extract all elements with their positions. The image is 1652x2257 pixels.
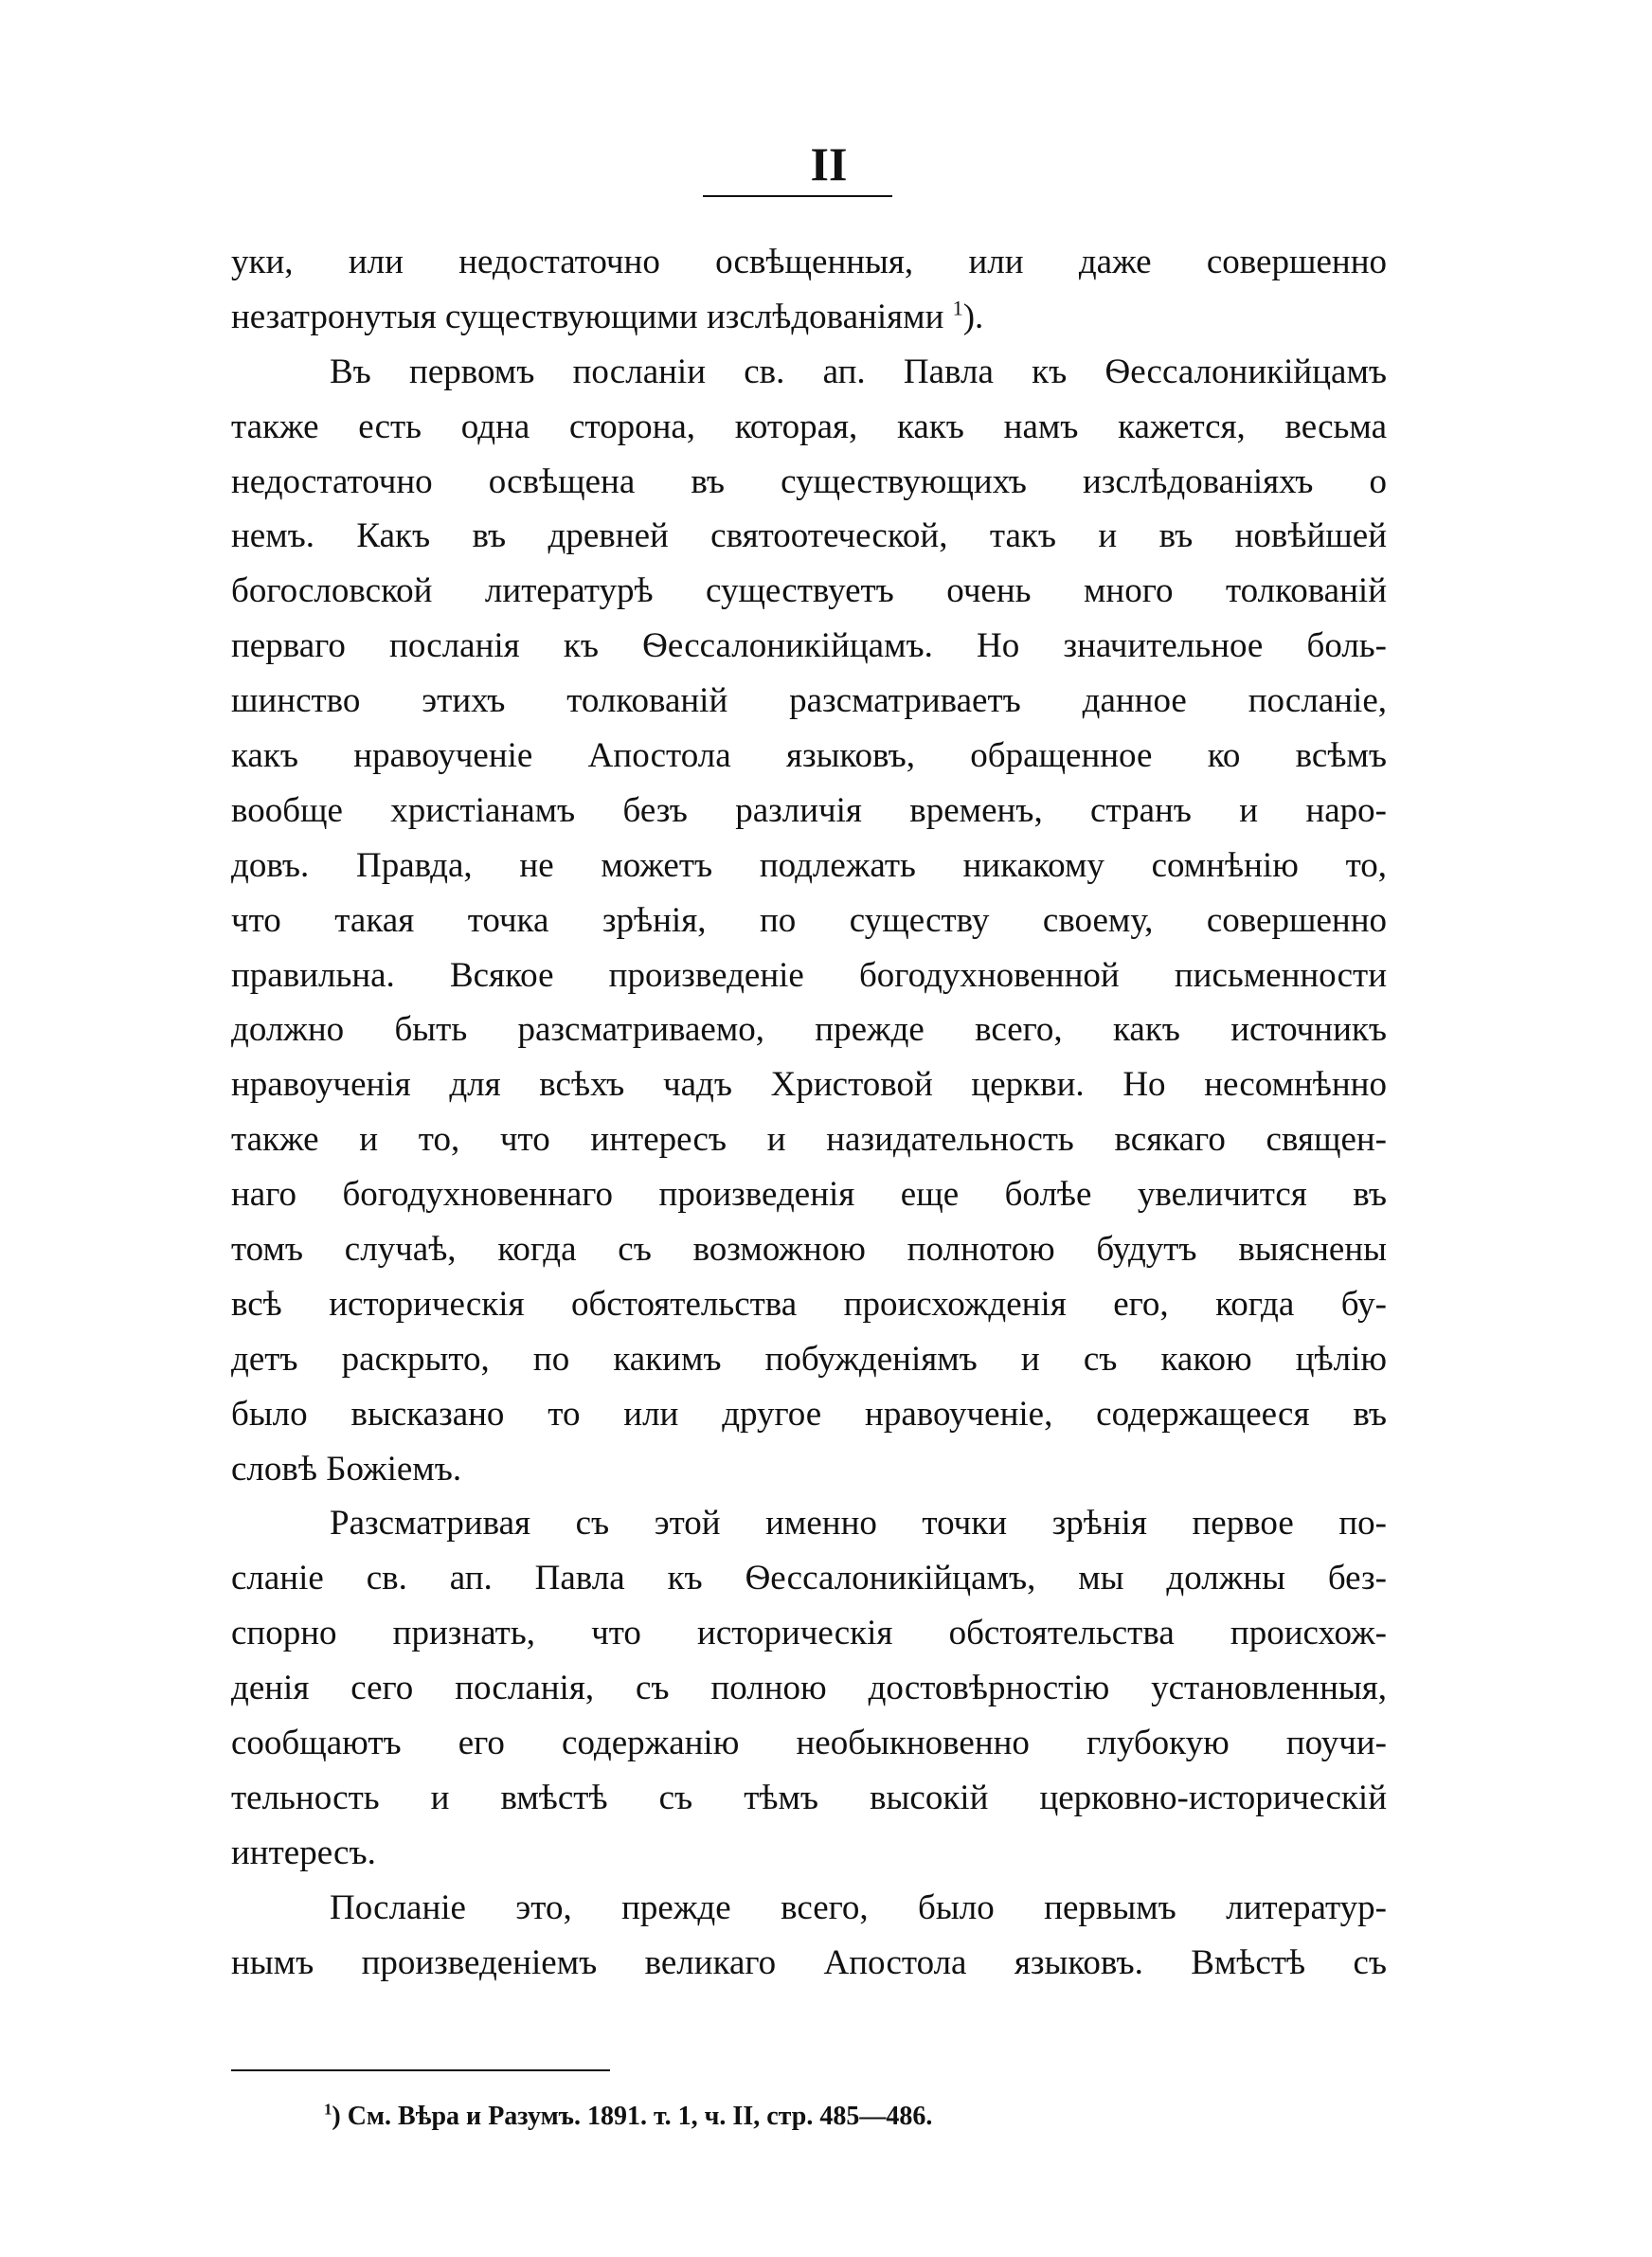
text-line: также есть одна сторона, которая, какъ намъ кажется, весьма [231, 406, 1387, 446]
text-line: всѣ историческія обстоятельства происхожденія его, когда бу- [231, 1284, 1387, 1324]
text-line: перваго посланія къ Ѳессалоникійцамъ. Но значительное боль- [231, 626, 1387, 666]
text-line: немъ. Какъ въ древней святоотеческой, такъ и въ новѣйшей [231, 516, 1387, 556]
text-line: детъ раскрыто, по какимъ побужденіямъ и съ какою цѣлію [231, 1339, 1387, 1379]
text-line: шинство этихъ толкованій разсматриваетъ данное посланіе, [231, 681, 1387, 721]
text-line: наго богодухновеннаго произведенія еще болѣе увеличится въ [231, 1175, 1387, 1215]
footnote-reference-marker: 1 [952, 296, 963, 320]
text-line: правильна. Всякое произведеніе богодухновенной письменности [231, 955, 1387, 995]
footnote-rule [231, 2069, 610, 2071]
text-line: сообщаютъ его содержанію необыкновенно глубокую поучи- [231, 1724, 1387, 1763]
footnote-reference-suffix: ). [962, 297, 984, 336]
text-line: должно быть разсматриваемо, прежде всего, какъ источникъ [231, 1010, 1387, 1050]
text-line: богословской литературѣ существуетъ очень много толкованій [231, 571, 1387, 611]
text-line-paragraph-start: Посланіе это, прежде всего, было первымъ литератур- [330, 1887, 1387, 1927]
text-line-paragraph-start: Въ первомъ посланіи св. ап. Павла къ Ѳессалоникійцамъ [330, 352, 1387, 391]
text-line: было высказано то или другое нравоученіе, содержащееся въ [231, 1394, 1387, 1434]
text-line [231, 290, 1387, 345]
text-line: нравоученія для всѣхъ чадъ Христовой церкви. Но несомнѣнно [231, 1065, 1387, 1105]
text-line: что такая точка зрѣнія, по существу своему, совершенно [231, 900, 1387, 940]
text-line: томъ случаѣ, когда съ возможною полнотою будутъ выяснены [231, 1230, 1387, 1270]
footnote-text: ) См. Вѣра и Разумъ. 1891. т. 1, ч. II, стр. 485—486. [332, 2102, 933, 2131]
text-line: довъ. Правда, не можетъ подлежать никакому сомнѣнію то, [231, 845, 1387, 885]
text-line: вообще христіанамъ безъ различія временъ, странъ и наро- [231, 790, 1387, 830]
text-line: также и то, что интересъ и назидательность всякаго священ- [231, 1120, 1387, 1160]
text-line: денія сего посланія, съ полною достовѣрностію установленныя, [231, 1669, 1387, 1708]
text-line: спорно признать, что историческія обстоятельства происхож- [231, 1614, 1387, 1653]
page-number: II [810, 137, 848, 190]
body-text [231, 235, 1387, 1991]
text-line: какъ нравоученіе Апостола языковъ, обращенное ко всѣмъ [231, 736, 1387, 776]
header-rule [703, 195, 892, 197]
text-line: сланіе св. ап. Павла къ Ѳессалоникійцамъ, мы должны без- [231, 1559, 1387, 1598]
text-line-paragraph-start: Разсматривая съ этой именно точки зрѣнія первое по- [330, 1504, 1387, 1544]
text-line: недостаточно освѣщена въ существующихъ изслѣдованіяхъ о [231, 461, 1387, 501]
footnote [324, 2100, 932, 2134]
text-line-content: незатронутыя существующими изслѣдованіями [231, 297, 944, 336]
text-line: нымъ произведеніемъ великаго Апостола языковъ. Вмѣстѣ съ [231, 1942, 1387, 1982]
footnote-reference [943, 298, 983, 336]
text-line-paragraph-end: словѣ Божіемъ. [231, 1449, 462, 1489]
text-line-paragraph-end: интересъ. [231, 1833, 376, 1872]
text-line: уки, или недостаточно освѣщенныя, или даже совершенно [231, 243, 1387, 281]
footnote-marker: 1 [324, 2100, 332, 2119]
text-line: тельность и вмѣстѣ съ тѣмъ высокій церковно-историческій [231, 1778, 1387, 1817]
page-header [0, 137, 1652, 190]
